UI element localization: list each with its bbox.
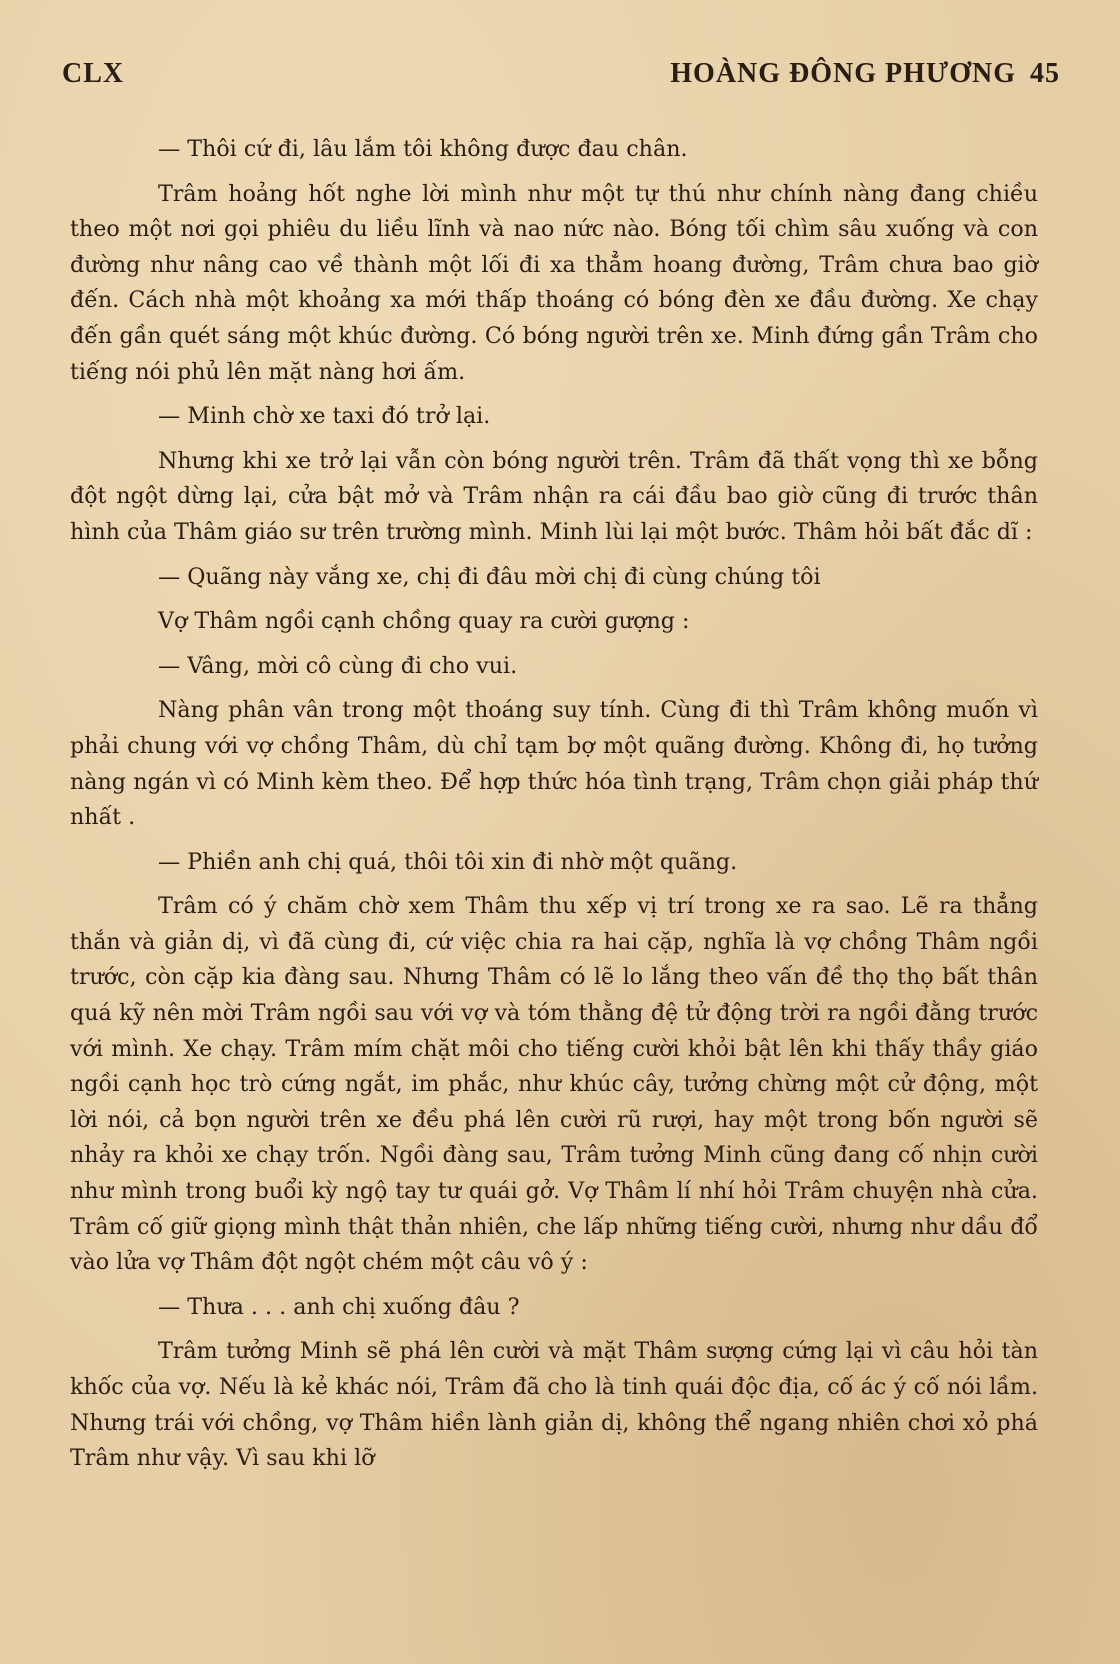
chapter-label: CLX <box>62 58 125 89</box>
dialogue-line: — Minh chờ xe taxi đó trở lại. <box>158 403 491 430</box>
author-name: HOÀNG ĐÔNG PHƯƠNG <box>670 58 1016 89</box>
page-header <box>62 58 1060 98</box>
paragraph: Trâm hoảng hốt nghe lời mình như một tự thú như chính nàng đang chiều theo một nơi gọi phiêu du liều lĩnh và nao nức nào. Bóng tối chìm sâu xuống và con đường như nâng cao về thành một lối đi xa thẳm hoang đường, Trâm chưa bao giờ đến. Cách nhà một khoảng xa mới thấp thoáng có bóng đèn xe đầu đường. Xe chạy đến gần quét sáng một khúc đường. Có bóng người trên xe. Minh đứng gần Trâm cho tiếng nói phủ lên mặt nàng hơi ấm. <box>70 180 1038 385</box>
paragraph: Trâm có ý chăm chờ xem Thâm thu xếp vị trí trong xe ra sao. Lẽ ra thẳng thắn và giản dị, vì đã cùng đi, cứ việc chia ra hai cặp, nghĩa là vợ chồng Thâm ngồi trước, còn cặp kia đàng sau. Nhưng Thâm có lẽ lo lắng theo vấn đề thọ thọ bất thân quá kỹ nên mời Trâm ngồi sau với vợ và tóm thằng đệ tử động trời ra ngồi đằng trước với mình. Xe chạy. Trâm mím chặt môi cho tiếng cười khỏi bật lên khi thấy thầy giáo ngồi cạnh học trò cứng ngắt, im phắc, như khúc cây, tưởng chừng một cử động, một lời nói, cả bọn người trên xe đều phá lên cười rũ rượi, hay một trong bốn người sẽ nhảy ra khỏi xe chạy trốn. Ngồi đàng sau, Trâm tưởng Minh cũng đang cố nhịn cười như mình trong buổi kỳ ngộ tay tư quái gở. Vợ Thâm lí nhí hỏi Trâm chuyện nhà cửa. Trâm cố giữ giọng mình thật thản nhiên, che lấp những tiếng cười, nhưng như dầu đổ vào lửa vợ Thâm đột ngột chém một câu vô ý : <box>70 893 1038 1276</box>
page-body <box>70 132 1038 1477</box>
running-title <box>670 58 1060 90</box>
dialogue-line: — Thưa . . . anh chị xuống đâu ? <box>158 1293 520 1320</box>
paragraph: Nàng phân vân trong một thoáng suy tính. Cùng đi thì Trâm không muốn vì phải chung với vợ chồng Thâm, dù chỉ tạm bợ một quãng đường. Không đi, họ tưởng nàng ngán vì có Minh kèm theo. Để hợp thức hóa tình trạng, Trâm chọn giải pháp thứ nhất . <box>70 697 1038 831</box>
dialogue-line: — Quãng này vắng xe, chị đi đâu mời chị đi cùng chúng tôi <box>158 563 821 590</box>
paragraph: Trâm tưởng Minh sẽ phá lên cười và mặt Thâm sượng cứng lại vì câu hỏi tàn khốc của vợ. Nếu là kẻ khác nói, Trâm đã cho là tinh quái độc địa, cố ác ý cố nói lầm. Nhưng trái với chồng, vợ Thâm hiền lành giản dị, không thể ngang nhiên chơi xỏ phá Trâm như vậy. Vì sau khi lỡ <box>70 1338 1038 1472</box>
paragraph: Nhưng khi xe trở lại vẫn còn bóng người trên. Trâm đã thất vọng thì xe bỗng đột ngột dừng lại, cửa bật mở và Trâm nhận ra cái đầu bao giờ cũng đi trước thân hình của Thâm giáo sư trên trường mình. Minh lùi lại một bước. Thâm hỏi bất đắc dĩ : <box>70 447 1038 545</box>
dialogue-line: — Phiền anh chị quá, thôi tôi xin đi nhờ một quãng. <box>158 848 738 875</box>
dialogue-line: — Thôi cứ đi, lâu lắm tôi không được đau chân. <box>158 136 688 162</box>
dialogue-line: — Vâng, mời cô cùng đi cho vui. <box>158 652 518 679</box>
paragraph: Vợ Thâm ngồi cạnh chồng quay ra cười gượng : <box>158 608 690 635</box>
page-number: 45 <box>1030 58 1060 89</box>
